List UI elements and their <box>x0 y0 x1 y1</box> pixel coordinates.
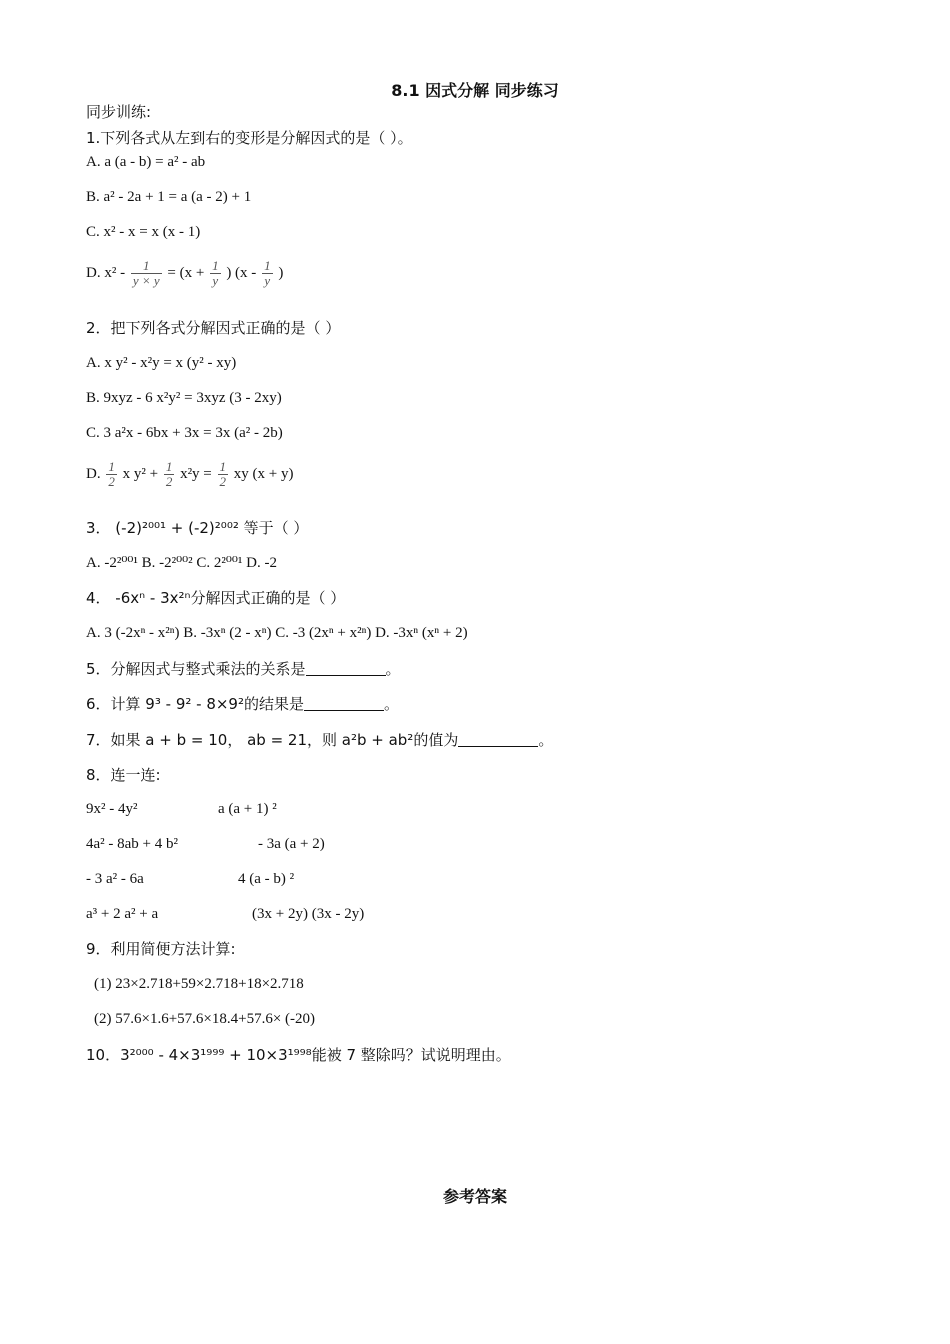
q7-end: 。 <box>538 731 554 749</box>
q8-right-item: (3x + 2y) (3x - 2y) <box>252 906 365 922</box>
fraction: $\frac{1}{y}$ <box>264 258 271 288</box>
section-label: 同步训练: <box>86 103 152 121</box>
q1-d-mid: = (x + <box>167 264 205 281</box>
q2-option-b: B. 9xyz - 6 x²y² = 3xyz (3 - 2xy) <box>86 390 282 406</box>
q5 <box>86 659 401 679</box>
q9-part2: (2) 57.6×1.6+57.6×18.4+57.6× (-20) <box>94 1011 316 1027</box>
q4-stem: 4． -6xⁿ - 3x²ⁿ分解因式正确的是（ ） <box>86 589 346 607</box>
answer-blank[interactable] <box>304 696 384 711</box>
q6 <box>86 694 399 714</box>
q3-stem: 3． (-2)²⁰⁰¹ + (-2)²⁰⁰² 等于（ ） <box>86 519 309 537</box>
fraction: $\frac{1}{2}$ <box>108 459 115 489</box>
q2-option-d <box>86 460 293 489</box>
q2-option-c: C. 3 a²x - 6bx + 3x = 3x (a² - 2b) <box>86 425 283 441</box>
q8-left-item: 9x² - 4y² <box>86 801 138 817</box>
q1-option-d <box>86 259 283 288</box>
q1-stem: 1.下列各式从左到右的变形是分解因式的是（ ）。 <box>86 129 413 147</box>
q1-option-c: C. x² - x = x (x - 1) <box>86 224 201 240</box>
q2-d-a: x y² + <box>122 465 159 482</box>
fraction: $\frac{1}{2}$ <box>219 459 227 489</box>
fraction: $\frac{1}{y \times y}$ <box>132 258 160 288</box>
q1-option-b: B. a² - 2a + 1 = a (a - 2) + 1 <box>86 189 252 205</box>
q6-text: 6．计算 9³ - 9² - 8×9²的结果是 <box>86 695 304 713</box>
q1-d-prefix: D. x² - <box>86 264 126 281</box>
q6-end: 。 <box>384 695 400 713</box>
q2-d-prefix: D. <box>86 465 101 482</box>
q8-left-item: 4a² - 8ab + 4 b² <box>86 836 179 852</box>
q2-stem: 2．把下列各式分解因式正确的是（ ） <box>86 319 341 337</box>
answer-blank[interactable] <box>306 661 386 676</box>
page-title: 8.1 因式分解 同步练习 <box>391 81 559 100</box>
q10: 10．3²⁰⁰⁰ - 4×3¹⁹⁹⁹ + 10×3¹⁹⁹⁸能被 7 整除吗？试说明理由。 <box>86 1046 511 1064</box>
q2-d-c: xy (x + y) <box>233 465 294 482</box>
fraction: $\frac{1}{y}$ <box>212 258 219 288</box>
q4-options: A. 3 (-2xⁿ - x²ⁿ) B. -3xⁿ (2 - xⁿ) C. -3 (2xⁿ + x²ⁿ) D. -3xⁿ (xⁿ + 2) <box>86 625 468 641</box>
q9-stem: 9．利用简便方法计算: <box>86 940 236 958</box>
q2-option-a: A. x y² - x²y = x (y² - xy) <box>86 355 237 371</box>
q2-d-b: x²y = <box>180 465 212 482</box>
q8-right-item: 4 (a - b) ² <box>238 871 295 887</box>
answer-blank[interactable] <box>458 732 538 747</box>
q1-d-mid2: ) (x - <box>226 264 257 281</box>
q1-option-a: A. a (a - b) = a² - ab <box>86 154 206 170</box>
q1-d-end: ) <box>278 264 284 281</box>
q9-part1: (1) 23×2.718+59×2.718+18×2.718 <box>94 976 304 992</box>
q7 <box>86 730 553 750</box>
q8-stem: 8．连一连: <box>86 766 161 784</box>
q3-options: A. -2²⁰⁰¹ B. -2²⁰⁰² C. 2²⁰⁰¹ D. -2 <box>86 555 277 571</box>
q7-text: 7．如果 a + b = 10， ab = 21，则 a²b + ab²的值为 <box>86 731 459 749</box>
q5-end: 。 <box>385 660 401 678</box>
q8-left-item: a³ + 2 a² + a <box>86 906 159 922</box>
answer-section-title: 参考答案 <box>442 1187 507 1206</box>
q8-left-item: - 3 a² - 6a <box>86 871 144 887</box>
fraction: $\frac{1}{2}$ <box>165 459 173 489</box>
q5-text: 5．分解因式与整式乘法的关系是 <box>86 660 306 678</box>
q8-right-item: a (a + 1) ² <box>218 801 277 817</box>
q8-right-item: - 3a (a + 2) <box>258 836 325 852</box>
